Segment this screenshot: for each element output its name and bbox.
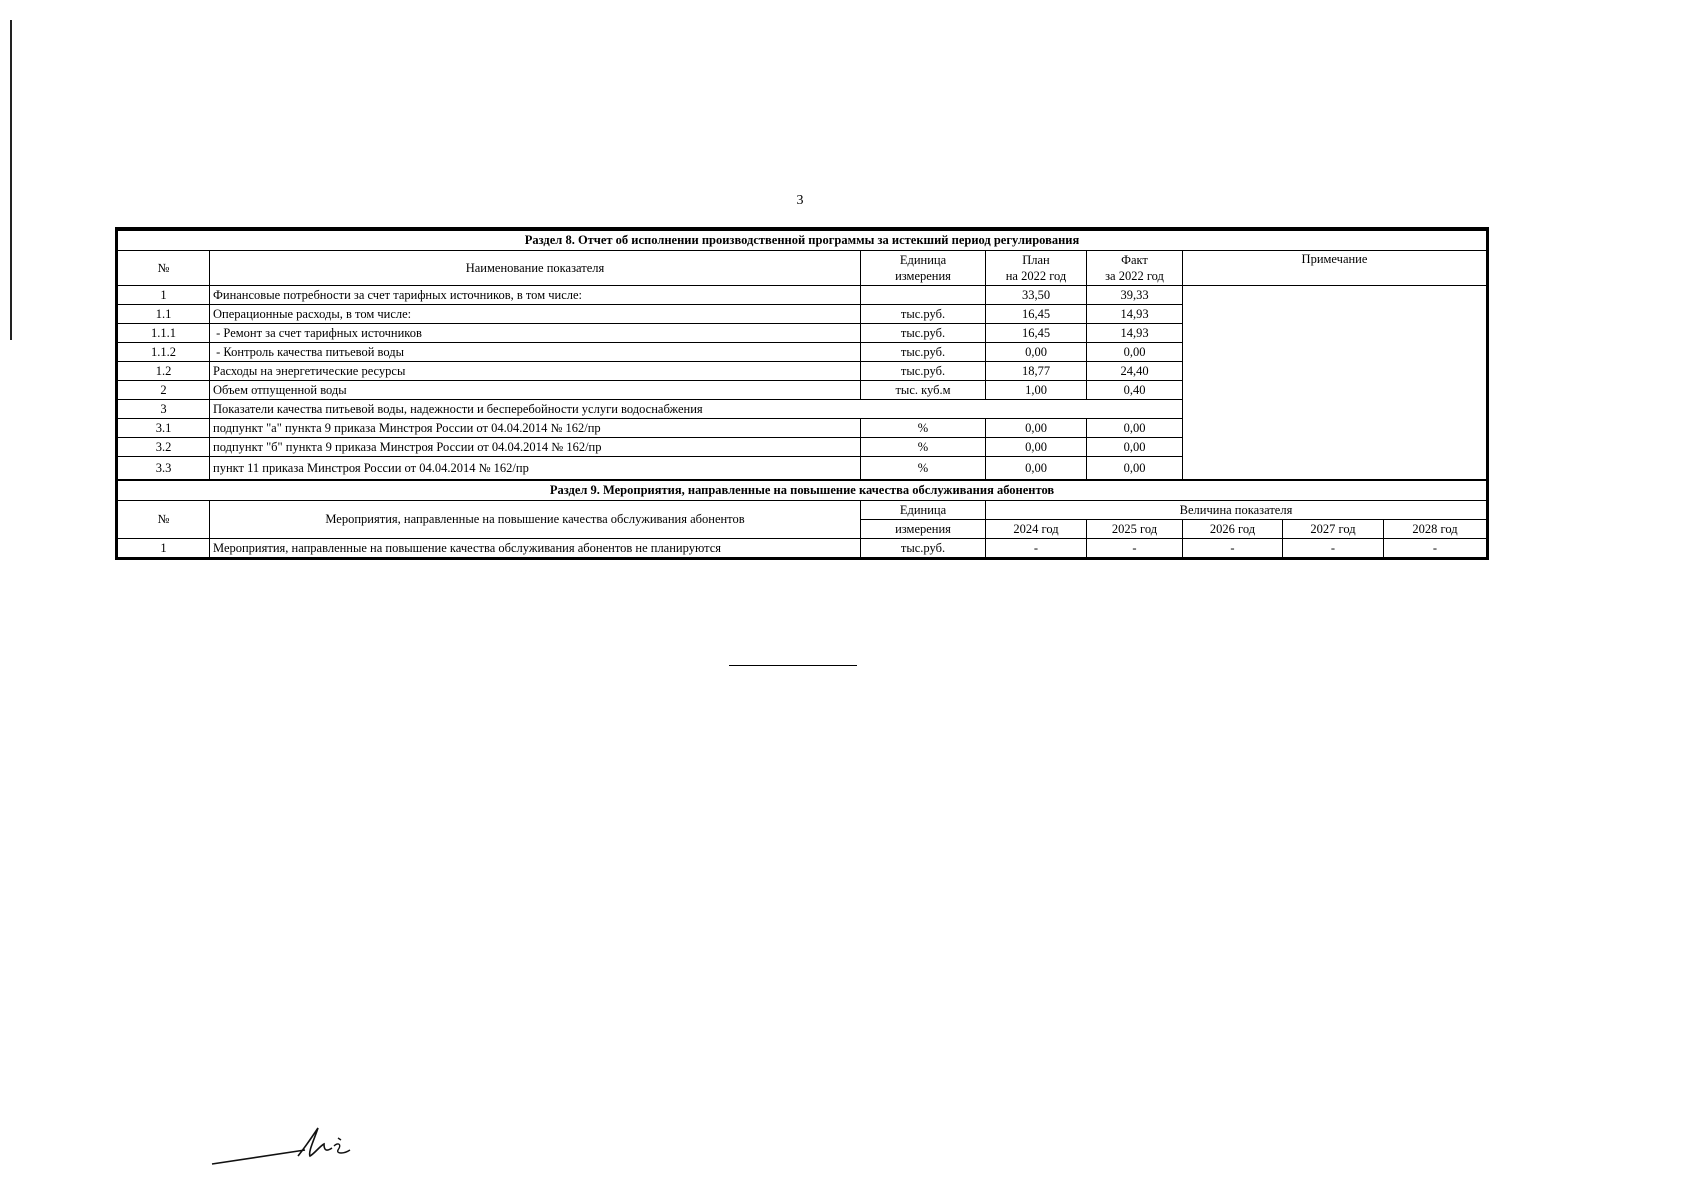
row-unit: %	[861, 457, 986, 481]
section9-title: Раздел 9. Мероприятия, направленные на повышение качества обслуживания абонентов	[118, 480, 1487, 501]
row-value-2027: -	[1283, 539, 1384, 558]
table-row	[118, 539, 1487, 558]
row-num: 3	[118, 400, 210, 419]
header-num: №	[118, 251, 210, 286]
row-name: Операционные расходы, в том числе:	[210, 305, 861, 324]
year-2028: 2028 год	[1384, 520, 1487, 539]
row-name: Мероприятия, направленные на повышение качества обслуживания абонентов не планируются	[210, 539, 861, 558]
row-fact: 0,00	[1087, 438, 1183, 457]
header-fact: Факт за 2022 год	[1087, 251, 1183, 286]
row-unit: тыс.руб.	[861, 362, 986, 381]
row-name: Объем отпущенной воды	[210, 381, 861, 400]
row-fact: 39,33	[1087, 286, 1183, 305]
note-cell	[1183, 286, 1487, 481]
row-num: 3.1	[118, 419, 210, 438]
s9-header-unit-1: Единица	[861, 501, 986, 520]
row-name: Показатели качества питьевой воды, надежности и бесперебойности услуги водоснабжения	[210, 400, 1183, 419]
section9-title-row	[118, 480, 1487, 501]
row-unit	[861, 286, 986, 305]
row-unit: тыс.руб.	[861, 324, 986, 343]
header-plan: План на 2022 год	[986, 251, 1087, 286]
row-fact: 0,00	[1087, 419, 1183, 438]
table-row	[118, 286, 1487, 305]
row-fact: 0,40	[1087, 381, 1183, 400]
section8-title: Раздел 8. Отчет об исполнении производственной программы за истекший период регулирования	[118, 230, 1487, 251]
row-plan: 0,00	[986, 343, 1087, 362]
page-number: 3	[796, 193, 804, 208]
row-unit: %	[861, 419, 986, 438]
signature-image	[210, 1120, 370, 1170]
row-num: 1.1.1	[118, 324, 210, 343]
section8-title-row	[118, 230, 1487, 251]
header-unit: Единица измерения	[861, 251, 986, 286]
report-table	[117, 229, 1487, 558]
row-fact: 14,93	[1087, 305, 1183, 324]
row-plan: 0,00	[986, 457, 1087, 481]
header-name: Наименование показателя	[210, 251, 861, 286]
row-value-2026: -	[1183, 539, 1283, 558]
row-value-2025: -	[1087, 539, 1183, 558]
row-unit: тыс.руб.	[861, 539, 986, 558]
row-name: - Ремонт за счет тарифных источников	[210, 324, 861, 343]
row-unit: тыс.руб.	[861, 305, 986, 324]
year-2024: 2024 год	[986, 520, 1087, 539]
row-value-2028: -	[1384, 539, 1487, 558]
row-name: Финансовые потребности за счет тарифных источников, в том числе:	[210, 286, 861, 305]
row-value-2024: -	[986, 539, 1087, 558]
s9-header-num: №	[118, 501, 210, 539]
row-plan: 0,00	[986, 419, 1087, 438]
row-plan: 33,50	[986, 286, 1087, 305]
section9-header-row	[118, 501, 1487, 520]
s9-header-value: Величина показателя	[986, 501, 1487, 520]
scan-edge-line	[10, 20, 12, 340]
row-num: 1	[118, 539, 210, 558]
row-unit: %	[861, 438, 986, 457]
header-note: Примечание	[1183, 251, 1487, 286]
row-name: подпункт "б" пункта 9 приказа Минстроя России от 04.04.2014 № 162/пр	[210, 438, 861, 457]
row-num: 1.2	[118, 362, 210, 381]
year-2026: 2026 год	[1183, 520, 1283, 539]
year-2025: 2025 год	[1087, 520, 1183, 539]
row-plan: 18,77	[986, 362, 1087, 381]
row-fact: 0,00	[1087, 457, 1183, 481]
row-plan: 0,00	[986, 438, 1087, 457]
s9-header-name: Мероприятия, направленные на повышение качества обслуживания абонентов	[210, 501, 861, 539]
separator-line	[729, 665, 857, 666]
row-num: 1	[118, 286, 210, 305]
row-num: 3.2	[118, 438, 210, 457]
row-name: пункт 11 приказа Минстроя России от 04.04.2014 № 162/пр	[210, 457, 861, 481]
row-name: Расходы на энергетические ресурсы	[210, 362, 861, 381]
section8-header-row	[118, 251, 1487, 286]
year-2027: 2027 год	[1283, 520, 1384, 539]
row-fact: 24,40	[1087, 362, 1183, 381]
row-num: 1.1	[118, 305, 210, 324]
row-num: 2	[118, 381, 210, 400]
row-name: - Контроль качества питьевой воды	[210, 343, 861, 362]
row-unit: тыс. куб.м	[861, 381, 986, 400]
row-fact: 0,00	[1087, 343, 1183, 362]
row-plan: 16,45	[986, 324, 1087, 343]
s9-header-unit-2: измерения	[861, 520, 986, 539]
row-name: подпункт "а" пункта 9 приказа Минстроя России от 04.04.2014 № 162/пр	[210, 419, 861, 438]
row-num: 1.1.2	[118, 343, 210, 362]
row-fact: 14,93	[1087, 324, 1183, 343]
row-num: 3.3	[118, 457, 210, 481]
row-unit: тыс.руб.	[861, 343, 986, 362]
row-plan: 16,45	[986, 305, 1087, 324]
row-plan: 1,00	[986, 381, 1087, 400]
